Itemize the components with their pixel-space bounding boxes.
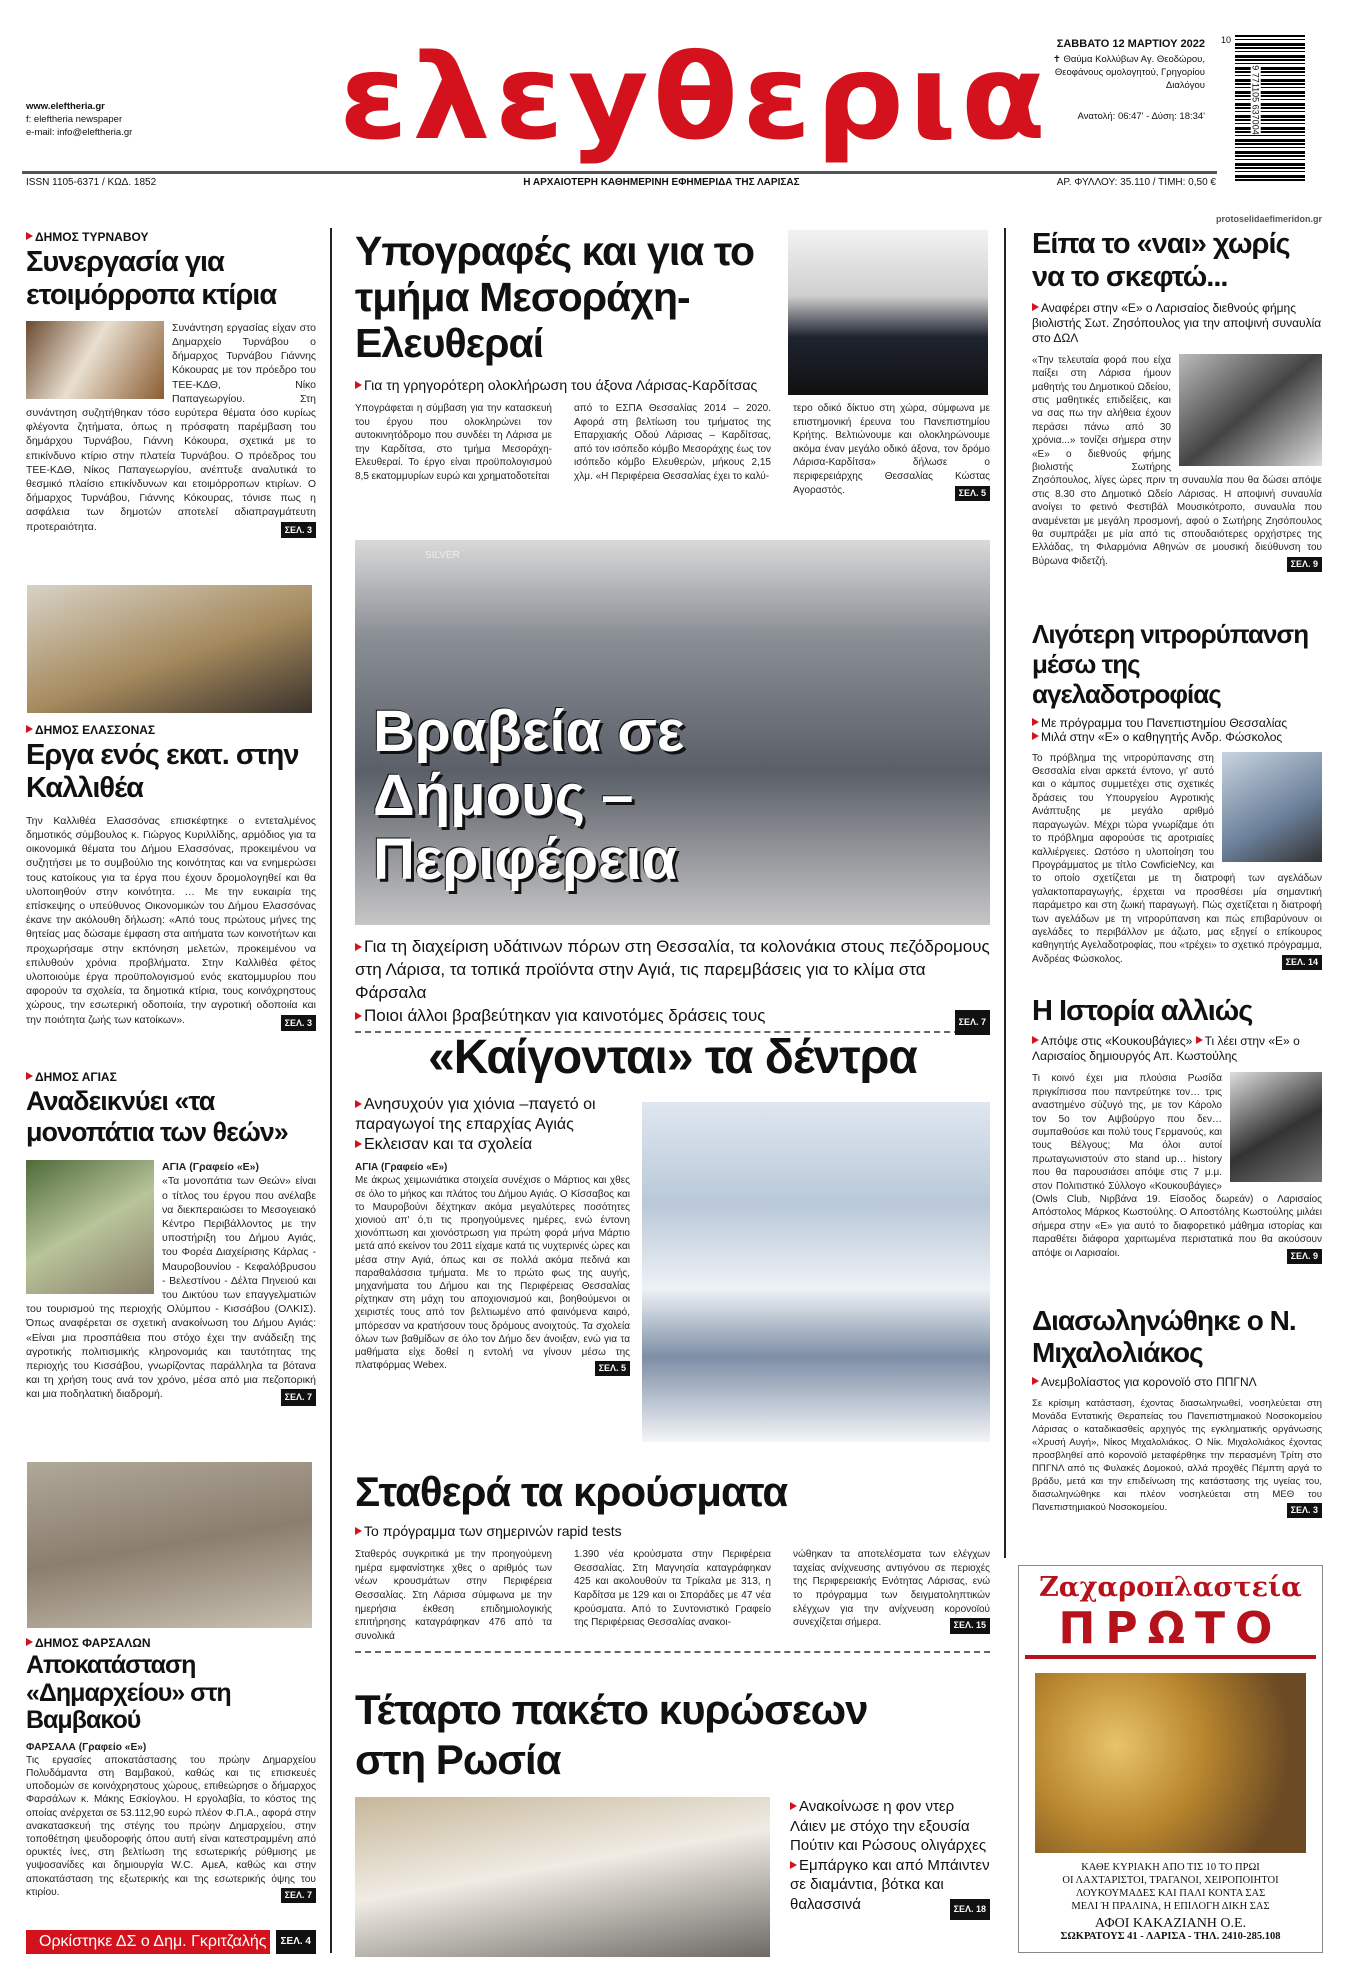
page-ref[interactable]: ΣΕΛ. 3 <box>1287 1503 1322 1518</box>
issue-number-price: ΑΡ. ΦΥΛΛΟΥ: 35.110 / ΤΙΜΗ: 0,50 € <box>1056 177 1216 188</box>
page-ref[interactable]: ΣΕΛ. 15 <box>950 1618 990 1634</box>
article-headline[interactable]: Σταθερά τα κρούσματα <box>355 1468 788 1515</box>
street-photo <box>27 1462 312 1628</box>
article-subhead: Ανεμβολίαστος για κορονοϊό στο ΠΠΓΝΛ <box>1032 1375 1322 1389</box>
issn: ISSN 1105-6371 / ΚΩΔ. 1852 <box>26 177 157 188</box>
date-box <box>1040 38 1205 123</box>
article-headline[interactable]: Εργα ενός εκατ. στην Καλλιθέα <box>26 739 299 805</box>
issue-date: ΣΑΒΒΑΤΟ 12 ΜΑΡΤΙΟΥ 2022 <box>1056 38 1205 50</box>
article-col-3: τερο οδικό δίκτυο στη χώρα, σύμφωνα με επιστημονική έρευνα του Πανεπιστημίου Κρήτης. Βελτιώνουμε και ολοκληρώνουμε ακόμα έναν μεγάλο οδικό άξονα, τον δρόμο Λάρισα-Καρδίτσα» δήλωσε ο περιφερειάρχης Θεσσαλίας Κώστας Αγοραστός. <box>793 403 990 496</box>
bullet: Ανακοίνωσε η φον ντερ Λάιεν με στόχο την εξουσία Πούτιν και Ρώσους ολιγάρχες <box>790 1797 990 1856</box>
article-col-2: 1.390 νέα κρούσματα στην Περιφέρεια Θεσσαλίας. Στη Μαγνησία καταγράφηκαν 425 και ακολουθούν τα Τρίκαλα με 313, η Καρδίτσα με 129 και οι Σποράδες με 47 νέα κρούσματα. Από το Συντονιστικό Γραφείο της Περιφέρειας Θεσσαλίας ανακοι- <box>574 1549 771 1629</box>
article-headline[interactable]: Αναδεικνύει «τα μονοπάτια των θεών» <box>26 1086 288 1148</box>
page-ref[interactable]: ΣΕΛ. 7 <box>955 1010 990 1035</box>
awards-overlay-title: Βραβεία σε Δήμους –Περιφέρεια <box>373 699 685 892</box>
page-ref[interactable]: ΣΕΛ. 9 <box>1287 1249 1322 1264</box>
article-headline[interactable]: Συνεργασία για ετοιμόρροπα κτίρια <box>26 246 277 312</box>
article-body: Τις εργασίες αποκατάστασης του πρώην Δημαρχείου Πολυδάμαντα στη Βαμβακού, καθώς και τις επισκευές υποδομών σε κοινόχρηστους χώρους, επιθεώρησε ο δήμαρχος Φαρσάλων κ. Μάκης Εσκίογλου. Η εργολαβία, το κόστος της οποίας ανέρχεται σε 53.112,90 ευρώ πλέον Φ.Π.Α., αφορά στην ανακατασκευή της στέγης του πρώην Δημαρχείου, στην τοποθέτηση ψευδοροφής όπου αυτή είναι κατεστραμμένη από ορυκτές ίνες, στη βελτίωση της εσωτερικής ρύθμισης με γυψοσανίδες και δημιουργία W.C. ΑμεΑ, καθώς και στην αποκατάσταση της εξωτερικής και της εσωτερικής όψης του κτιρίου. <box>26 1754 316 1898</box>
article-elassona[interactable] <box>26 723 316 1031</box>
meeting-photo <box>26 321 164 399</box>
ad-brand-logo: ΠΡΩΤΟ <box>1025 1603 1316 1659</box>
headline-bar-gritzalis[interactable] <box>26 1930 316 1954</box>
agorastos-photo <box>788 230 988 395</box>
article-body: «Την τελευταία φορά που είχα παίξει στη Λάρισα ήμουν μαθητής του Δημοτικού Ωδείου, στις μαθητικές επιδείξεις, και να σας πω την αλήθεια έχουν περάσει πάνω από 30 χρόνια...» τονίζει σήμερα στην «Ε» ο διεθνούς φήμης βιολιστής Σωτήρης Ζησόπουλος, λίγες ώρες πριν τη συναυλία που θα δώσει απόψε στις 8.30 στο Δημοτικό Ωδείο Λάρισας. Η αποψινή συναυλία ανοίγει το φετινό Φεστιβάλ Μουσικότροπο, συναυλία που αναμένεται με μεγάλη προσμονή, αφού ο Σωτήρης Ζησόπουλος θα συμπράξει με μία από τις σπουδαιότερες ορχήστρες της Ελλάδας, τη Φιλαρμόνια Αθηνών σε μουσική διεύθυνση του Βύρωνα Φιδετζή. <box>1032 354 1322 567</box>
ad-text: ΚΑΘΕ ΚΥΡΙΑΚΗ ΑΠΟ ΤΙΣ 10 ΤΟ ΠΡΩΙ <box>1081 1862 1260 1873</box>
ad-text: ΜΕΛΙ Ή ΠΡΑΛΙΝΑ, Η ΕΠΙΛΟΓΗ ΔΙΚΗ ΣΑΣ <box>1071 1901 1270 1912</box>
sunrise-sunset: Ανατολή: 06:47' - Δύση: 18:34' <box>1077 111 1205 122</box>
ad-heading: Ζαχαροπλαστεία <box>1039 1572 1302 1603</box>
article-tyrnavos[interactable] <box>26 230 316 538</box>
page-ref[interactable]: ΣΕΛ. 18 <box>950 1899 990 1921</box>
barcode-number: 9 771105 637004 <box>1250 65 1261 135</box>
article-dateline: ΦΑΡΣΑΛΑ (Γραφείο «Ε») <box>26 1741 147 1753</box>
page-ref[interactable]: ΣΕΛ. 3 <box>281 522 316 538</box>
column-divider-left <box>330 228 332 1953</box>
bullet: Για τη διαχείριση υδάτινων πόρων στη Θεσσαλία, τα κολονάκια στους πεζόδρομους στη Λάρισα, τα τοπικά προϊόντα στην Αγιά, τις παρεμβάσεις για το κλίμα στα Φάρσαλα <box>355 937 990 1002</box>
article-headline[interactable]: Υπογραφές και για το τμήμα Μεσοράχη-Ελευθεραί <box>355 228 755 366</box>
divider <box>355 1651 990 1653</box>
bullet: Τι λέει στην «Ε» ο Λαρισαίος δημιουργός Απ. Κωστούλης <box>1032 1034 1300 1064</box>
article-headline[interactable]: Λιγότερη νιτρορύπανση μέσω της αγελαδοτροφίας <box>1032 619 1309 709</box>
article-dateline: ΑΓΙΑ (Γραφείο «Ε») <box>355 1162 448 1174</box>
bullet: Ποιοι άλλοι βραβεύτηκαν για καινοτόμες δράσεις τους <box>355 1006 765 1025</box>
bullet: Μιλά στην «Ε» ο καθηγητής Ανδρ. Φώσκολος <box>1032 730 1322 744</box>
advertisement-proto[interactable] <box>1018 1565 1323 1953</box>
article-snow[interactable] <box>355 1030 990 1376</box>
column-divider-right <box>1004 228 1006 1558</box>
article-violinist[interactable] <box>1032 214 1322 572</box>
watermark: protoselidaefimeridon.gr <box>1215 214 1322 224</box>
page-ref[interactable]: ΣΕΛ. 7 <box>281 1888 316 1903</box>
article-body: Το πρόβλημα της νιτρορύπανσης στη Θεσσαλία είναι αρκετά έντονο, γι' αυτό και ο κάμπος συμμετέχει στις σχετικές δράσεις του Υπουργείου Αγροτικής Ανάπτυξης με μεγάλο αριθμό παραγωγών. Μέχρι τώρα γνωρίζαμε ότι το πρόβλημα αφορούσε τις αροτριαίες καλλιέργειες. Ωστόσο η υλοποίηση του Προγράμματος με τίτλο CowficieNcy, και το οποίο σχετίζεται με τη διατροφή των αγελάδων γαλακτοπαραγωγής, έρχεται να προσθέσει μία σημαντική παράμετρο και στη ζωική παραγωγή. Πώς σχετίζεται η διατροφή των αγελάδων με τη νιτρορύπανση και πώς επιβαρύνουν οι αγελάδες το περιβάλλον με άζωτο, μας εξηγεί ο επίκουρος καθηγητής Αγελαδοτροφίας, που «τρέχει» το σχετικό πρόγραμμα, Ανδρέας Φώσκολος. <box>1032 752 1322 965</box>
bullet: Εμπάργκο και από Μπάιντεν σε διαμάντια, βότκα και θαλασσινά <box>790 1856 990 1913</box>
article-mesorachi[interactable] <box>355 228 990 501</box>
snowy-orchard-photo <box>642 1102 990 1442</box>
article-col-3: νώθηκαν τα αποτελέσματα των ελέγχων ταχείας ανίχνευσης αντιγόνου σε περιοχές της Περιφερειακής Ενότητας Λάρισας, ενώ το πρόγραμμα των δειγματοληπτικών ελέγχων για την ανίχνευση κορονοϊού συνεχίζεται σήμερα. <box>793 1549 990 1629</box>
article-col-1: Υπογράφεται η σύμβαση για την κατασκευή του έργου που ολοκληρώνει τον αυτοκινητόδρομο που συνδέει τη Λάρισα με την Καρδίτσα, στο τμήμα Μεσοράχη-Ελευθεραί. Το έργο είναι προϋπολογισμού 8,5 εκατομμυρίων ευρώ και χρηματοδοτείται <box>355 403 552 482</box>
cyclist-photo <box>26 1160 154 1294</box>
ad-text: ΛΟΥΚΟΥΜΑΔΕΣ ΚΑΙ ΠΑΛΙ ΚΟΝΤΑ ΣΑΣ <box>1075 1888 1266 1899</box>
page-ref[interactable]: ΣΕΛ. 14 <box>1282 955 1322 970</box>
article-history[interactable] <box>1032 995 1322 1264</box>
email-link[interactable]: e-mail: info@eleftheria.gr <box>26 127 133 138</box>
page-ref[interactable]: ΣΕΛ. 4 <box>276 1930 316 1954</box>
facebook-link[interactable]: f: eleftheria newspaper <box>26 114 123 125</box>
tagline: Η ΑΡΧΑΙΟΤΕΡΗ ΚΑΘΗΜΕΡΙΝΗ ΕΦΗΜΕΡΙΔΑ ΤΗΣ ΛΑΡΙΣΑΣ <box>523 177 800 188</box>
article-headline[interactable]: Η Ιστορία αλλιώς <box>1032 995 1253 1027</box>
ad-company: ΑΦΟΙ ΚΑΚΑΖΙΑΝΗ Ο.Ε. <box>1094 1916 1247 1931</box>
ad-address: ΣΩΚΡΑΤΟΥΣ 41 - ΛΑΡΙΣΑ - ΤΗΛ. 2410-285.108 <box>1060 1931 1281 1942</box>
loukoumades-photo <box>1035 1673 1306 1853</box>
bullet: Εκλεισαν και τα σχολεία <box>355 1135 630 1155</box>
bullet: Με πρόγραμμα του Πανεπιστημίου Θεσσαλίας <box>1032 716 1322 730</box>
awards-photo[interactable] <box>355 540 990 925</box>
article-sanctions[interactable] <box>355 1685 990 1914</box>
article-subhead: Το πρόγραμμα των σημερινών rapid tests <box>355 1522 990 1540</box>
page-ref[interactable]: ΣΕΛ. 5 <box>955 486 990 502</box>
council-photo <box>27 585 312 713</box>
awards-bullets[interactable] <box>355 935 990 1035</box>
website-link[interactable]: www.eleftheria.gr <box>26 101 105 112</box>
article-subhead: Για τη γρηγορότερη ολοκλήρωση του άξονα Λάρισας-Καρδίτσας <box>355 376 990 394</box>
bullet: Απόψε στις «Κουκουβάγιες» <box>1032 1034 1192 1048</box>
article-body: Συνάντηση εργασίας είχαν στο Δημαρχείο Τυρνάβου ο δήμαρχος Τυρνάβου Γιάννης Κόκουρας με τον πρόεδρο του ΤΕΕ-ΚΔΘ, Νίκο Παπαγεωργίου. Στη συνάντηση συζητήθηκαν τόσο ευρύτερα θέματα όσο κυρίως φλέγοντα ζητήματα, όπως η πρόσφατη παρέμβαση του δημάρχου Τυρνάβου, Γιάννη Κόκουρα, σχετικά με το επικίνδυνο κτίριο στην πλατεία Τυρνάβου. Ο πρόεδρος του ΤΕΕ-ΚΔΘ, Νίκος Παπαγεωργίου, ανέπτυξε αναλυτικά το θεσμικό πλαίσιο επικίνδυνων και ετοιμόρροπων κτιρίων. Ο δήμαρχος Τυρνάβου, Γιάννης Κόκουρας, τόνισε πως η ασφάλεια των δημοτών αποτελεί αδιαπραγμάτευτη προτεραιότητα. <box>26 321 316 533</box>
article-kicker: ΔΗΜΟΣ ΑΓΙΑΣ <box>26 1070 316 1084</box>
article-col-2: από το ΕΣΠΑ Θεσσαλίας 2014 – 2020. Αφορά στη βελτίωση του τμήματος της Επαρχιακής Οδού Λάρισας – Καρδίτσας, από τον ισόπεδο κόμβο Μεσοράχης έως τον ισόπεδο κόμβο Ελευθερών, μήκους 2,15 χλμ. «Η Περιφέρεια Θεσσαλίας έχει το καλύ- <box>574 403 771 482</box>
saints-of-day: ✝ Θαύμα Κολλύβων Αγ. Θεοδώρου, Θεοφάνους ομολογητού, Γρηγορίου Διαλόγου <box>1052 54 1205 91</box>
article-michaloliakos[interactable] <box>1032 1305 1322 1518</box>
page-ref[interactable]: ΣΕΛ. 9 <box>1287 557 1322 572</box>
article-body: Την Καλλιθέα Ελασσόνας επισκέφτηκε ο εντεταλμένος δημοτικός σύμβουλος κ. Γιώργος Κυριλλίδης, αρμόδιος για τα οικονομικά θέματα του Δήμου Ελασσόνας, προκειμένου να συζητήσει με το συμβούλιο της κοινότητας και να ενημερώσει τους κατοίκους για τα έργα που έχουν δρομολογηθεί και θα υλοποιηθούν στην κοινότητα. … Με την ευκαιρία της επίσκεψης ο υπεύθυνος Οικονομικών του Δήμου Ελασσόνας έκανε την ακόλουθη δήλωση: «Από τους πρώτους μήνες της θητείας μας δώσαμε έμφαση στα αιτήματα των κοινοτήτων και προχωρήσαμε στην εκπόνηση μελετών, προκειμένου να επιλυθούν χρόνια προβλήματα. Στην Καλλιθέα φέτος υλοποιούμε έργα προϋπολογισμού ενός εκατομμυρίου που αφορούν τα σχολεία, τα δημοτικά κτίρια, τους κοινόχρηστους χώρους, την εσωτερική οδοποιία, την αγροτική οδοποιία και την ποιότητα ζωής των κατοίκων». <box>26 814 316 1026</box>
professor-photo <box>1222 752 1322 862</box>
contact-info <box>26 100 132 139</box>
article-body: Σε κρίσιμη κατάσταση, έχοντας διασωληνωθεί, νοσηλεύεται στη Μονάδα Εντατικής Θεραπείας του Πανεπιστημιακού Νοσοκομείου Λάρισας ο καταδικασθείς αρχηγός της εγκληματικής οργάνωσης «Χρυσή Αυγή», Νίκος Μιχαλολιάκος. Ο Νίκ. Μιχαλολιάκος έχοντας προσβληθεί από κορονοϊό μεταφέρθηκε την περασμένη Τρίτη στο ΠΠΓΝΛ από τις Φυλακές Δομοκού, αλλά προχθές Πέμπτη αργά το βράδυ, μετά και την επιδείνωση της κατάστασης της υγείας του, διασωληνώθηκε και πλέον νοσηλεύεται στη ΜΕΘ του Πανεπιστημιακού Νοσοκομείου. <box>1032 1398 1322 1514</box>
violinist-photo <box>1179 354 1322 466</box>
creator-photo <box>1230 1072 1322 1182</box>
article-kicker: ΔΗΜΟΣ ΕΛΑΣΣΟΝΑΣ <box>26 723 316 737</box>
article-body: Με άκρως χειμωνιάτικα στοιχεία συνέχισε ο Μάρτιος και χθες σε όλο το μήκος και πλάτος του Δήμου Αγιάς. Ο Κίσσαβος και το Μαυροβούνι δέχτηκαν ακόμα μεγαλύτερες ποσότητες χιονιού απ' ό,τι τις προηγούμενες ημέρες, ενώ έντονη χιονόπτωση και χιονόστρωση για πρώτη φορά μήνα Μάρτιο μετά από εκείνον του 2011 είχαμε κατά τις νυχτερινές ώρες και μέσα στην Αγιά, όπως και σε πολλά ακόμα πεδινά και παραθαλάσσια τμήματα. Με το πρώτο φως της αυγής, μηχανήματα του Δήμου και της Περιφέρειας Θεσσαλίας ρίχτηκαν στη μάχη του αποχιονισμού και, βοηθούμενοι οι χειριστές τους από τον βελτιωμένο από φαινόμενα καιρό, μπόρεσαν να κρατήσουν τους δρόμους ανοιχτούς. Τα σχολεία όλων των βαθμίδων σε όλο τον Δήμο δεν άνοιξαν, ενώ για τα μαθήματα είχε δοθεί η εντολή να γίνουν μέσω της πλατφόρμας Webex. <box>355 1175 630 1372</box>
article-kicker: ΔΗΜΟΣ ΤΥΡΝΑΒΟΥ <box>26 230 316 244</box>
article-nitrates[interactable] <box>1032 620 1322 970</box>
masthead-rule <box>22 171 1217 174</box>
ad-text: ΟΙ ΛΑΧΤΑΡΙΣΤΟΙ, ΤΡΑΓΑΝΟΙ, ΧΕΙΡΟΠΟΙΗΤΟΙ <box>1062 1875 1279 1886</box>
photo-sign: SILVER <box>425 550 460 561</box>
article-headline[interactable]: Αποκατάσταση «Δημαρχείου» στη Βαμβακού <box>26 1651 231 1734</box>
page-ref[interactable]: ΣΕΛ. 3 <box>281 1015 316 1031</box>
headline-bar-text: Ορκίστηκε ΔΣ ο Δημ. Γκριτζαλής <box>26 1930 270 1954</box>
newspaper-logo: ελεyθερια <box>339 28 1051 166</box>
barcode-top: 10 <box>1221 35 1232 45</box>
article-headline[interactable]: Τέταρτο πακέτο κυρώσεων στη Ρωσία <box>355 1686 868 1783</box>
article-covid[interactable] <box>355 1468 990 1653</box>
article-col-1: Σταθερός συγκριτικά με την προηγούμενη ημέρα εμφανίστηκε χθες ο αριθμός των νέων κρουσμάτων στην Περιφέρεια Θεσσαλίας. Στη Λάρισα σύμφωνα με την ημερήσια έκθεση επιδημιολογικής επιτήρησης καταγράφηκαν 476 από τα συνολικά <box>355 1549 552 1642</box>
article-kicker: ΔΗΜΟΣ ΦΑΡΣΑΛΩΝ <box>26 1636 316 1650</box>
bullet: Ανησυχούν για χιόνια –παγετό οι παραγωγοί της επαρχίας Αγιάς <box>355 1095 630 1135</box>
article-farsala[interactable] <box>26 1636 316 1903</box>
article-dateline: ΑΓΙΑ (Γραφείο «Ε») <box>162 1161 259 1174</box>
article-headline[interactable]: Είπα το «ναι» χωρίς να το σκεφτώ... <box>1032 228 1290 294</box>
eu-summit-photo <box>355 1797 770 1957</box>
article-headline[interactable]: Διασωληνώθηκε ο Ν. Μιχαλολιάκος <box>1032 1305 1296 1369</box>
article-agia-trails[interactable] <box>26 1070 316 1406</box>
article-headline[interactable]: «Καίγονται» τα δέντρα <box>428 1031 917 1084</box>
page-ref[interactable]: ΣΕΛ. 5 <box>595 1361 630 1376</box>
article-body: «Τα μονοπάτια των Θεών» είναι ο τίτλος του έργου που ανέλαβε να διεκπεραιώσει το Μεσογειακό Κέντρο Περιβάλλοντος με την υποστήριξη του Δήμου Αγιάς, του Φορέα Διαχείρισης Κάρλας - Μαυροβουνίου - Κεφαλόβρυσου - Βελεστίνου - Δέλτα Πηνειού και του Δικτύου των επαγγελματιών του τουρισμού της περιοχής Ολύμπου - Κισσάβου (ΟΛΚΙΣ). Όπως αναφέρεται σε σχετική ανακοίνωση του Δήμου Αγιάς: «Είναι μια προσπάθεια που στόχο έχει την ανάδειξη της αγροτικής πολιτισμικής κληρονομιάς και ταυτότητας της περιοχής του Κισσάβου, γνωρίζοντας παράλληλα τα βότανα και τη χρήση τους ανά τον χρόνο, μέσα από μια πεζοπορική και μια ποδηλατική διαδρομή. <box>26 1175 316 1401</box>
info-strip <box>26 177 1216 188</box>
article-subhead: Αναφέρει στην «Ε» ο Λαρισαίος διεθνούς φήμης βιολιστής Σωτ. Ζησόπουλος για την αποψινή συναυλία στο ΔΩΛ <box>1032 300 1322 345</box>
article-body: Τι κοινό έχει μια πλούσια Ρωσίδα πριγκίπισσα που παντρεύτηκε τον… τρις αναστημένο σύζυγό της, με τον Κάρολο τον 5ο τον Αψβούργο που δεν… συμπαθούσε και πολύ τους Γερμανούς, και τους Βέλγους; Μα όλοι αυτοί πρωταγωνιστούν στο stand up… history που θα παρουσιάσει απόψε στις 7 μ.μ. στον Πολιτιστικό Σύλλογο «Κουκουβάγιες» (Owls Club, Νιρβάνα 19. Είσοδος δωρεάν) ο Λαρισαίος Απόστολος Μάρκος Κωστούλης. Ο Αποστόλης Κωστούλης μιλάει σήμερα στην «Ε» για αυτό το διαφορετικό μάθημα ιστορίας και παραθέτει διάφορα χαριτωμένα περιστατικά που θα ακούσουν απόψε οι Λαρισαίοι. <box>1032 1073 1322 1259</box>
barcode <box>1221 35 1305 183</box>
page-ref[interactable]: ΣΕΛ. 7 <box>281 1389 316 1405</box>
